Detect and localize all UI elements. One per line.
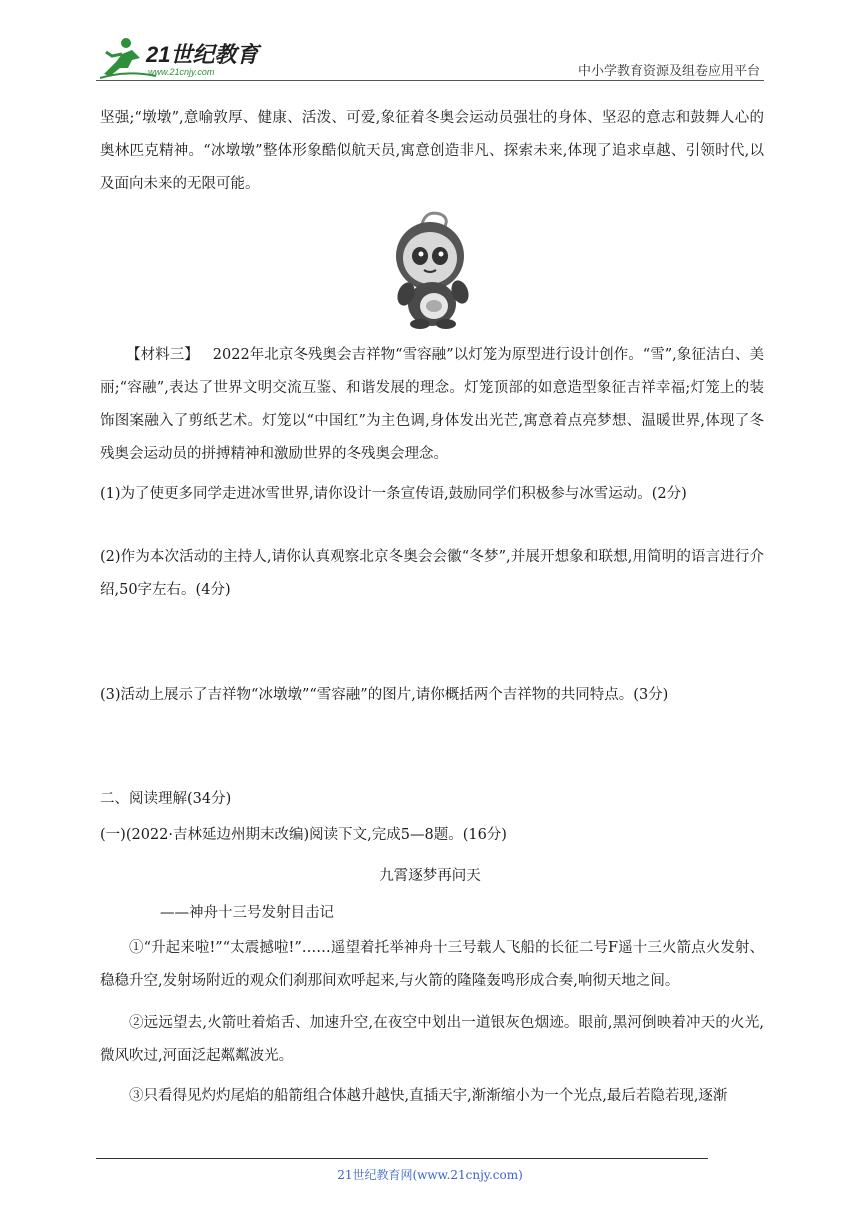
material-three-paragraph	[100, 339, 764, 471]
bing-dwen-dwen-image	[384, 206, 480, 330]
article-paragraph-3: ③只看得见灼灼尾焰的船箭组合体越升越快,直插天宇,渐渐缩小为一个光点,最后若隐若现,逐渐	[129, 1088, 728, 1104]
article-paragraph-1: ①“升起来啦!”“太震撼啦!”……遥望着托举神舟十三号载人飞船的长征二号F遥十三火箭点火发射、稳稳升空,发射场附近的观众们刹那间欢呼起来,与火箭的隆隆轰鸣形成合奏,响彻天地之间。	[100, 940, 764, 989]
footer-divider	[96, 1158, 708, 1159]
footer-link[interactable]: 21世纪教育网(www.21cnjy.com)	[337, 1168, 523, 1182]
article-paragraph-2: ②远远望去,火箭吐着焰舌、加速升空,在夜空中划出一道银灰色烟迹。眼前,黑河倒映着冲天的火光,微风吹过,河面泛起粼粼波光。	[100, 1015, 764, 1064]
intro-paragraph: 坚强;“墩墩”,意喻敦厚、健康、活泼、可爱,象征着冬奥会运动员强壮的身体、坚忍的意志和鼓舞人心的奥林匹克精神。“冰墩墩”整体形象酷似航天员,寓意创造非凡、探索未来,体现了追求卓越、引领时代,以及面向未来的无限可能。	[100, 110, 764, 192]
material-three-label: 【材料三】	[126, 347, 199, 363]
passage-instructions: (一)(2022·吉林延边州期末改编)阅读下文,完成5—8题。(16分)	[100, 827, 507, 843]
site-logo	[96, 34, 266, 80]
section-two-heading: 二、阅读理解(34分)	[100, 791, 232, 807]
question-1: (1)为了使更多同学走进冰雪世界,请你设计一条宣传语,鼓励同学们积极参与冰雪运动。(2分)	[100, 486, 687, 502]
article-subtitle: ——神舟十三号发射目击记	[160, 905, 334, 921]
material-three-text: 2022年北京冬残奥会吉祥物“雪容融”以灯笼为原型进行设计创作。“雪”,象征洁白、美丽;“容融”,表达了世界文明交流互鉴、和谐发展的理念。灯笼顶部的如意造型象征吉祥幸福;灯笼上的装饰图案融入了剪纸艺术。灯笼以“中国红”为主色调,身体发出光芒,寓意着点亮梦想、温暖世界,体现了冬残奥会运动员的拼搏精神和激励世界的冬残奥会理念。	[100, 347, 765, 462]
header-divider	[96, 80, 764, 81]
article-title: 九霄逐梦再问天	[379, 868, 481, 884]
question-2: (2)作为本次活动的主持人,请你认真观察北京冬奥会会徽“冬梦”,并展开想象和联想,用简明的语言进行介绍,50字左右。(4分)	[100, 549, 764, 598]
logo-url: www.21cnjy.com	[148, 67, 215, 77]
question-3: (3)活动上展示了吉祥物“冰墩墩”“雪容融”的图片,请你概括两个吉祥物的共同特点。(3分)	[100, 687, 669, 703]
logo-text: 21世纪教育	[146, 42, 259, 67]
platform-name: 中小学教育资源及组卷应用平台	[578, 64, 761, 79]
